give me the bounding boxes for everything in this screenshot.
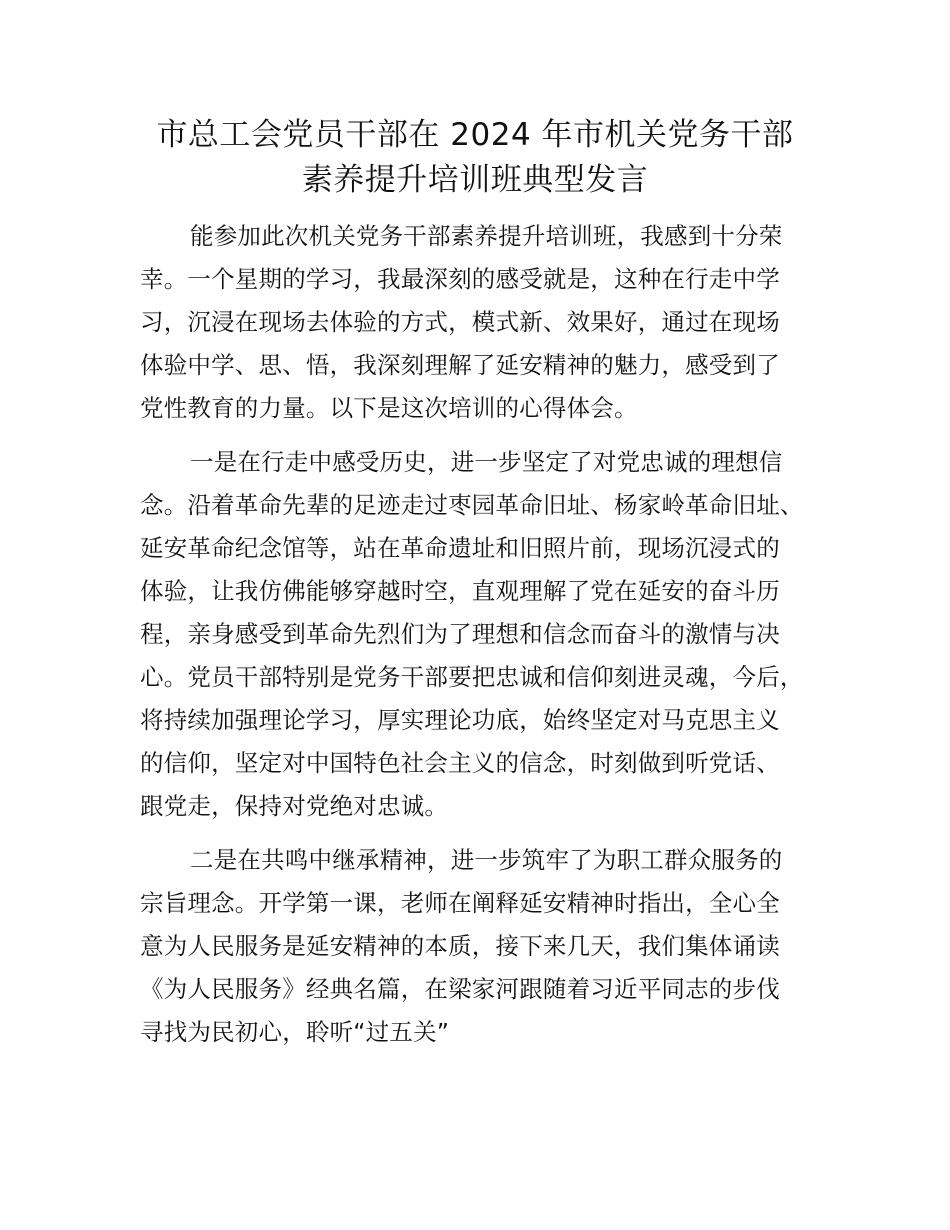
paragraph-line: 寻找为民初心，聆听“过五关” bbox=[140, 1018, 450, 1046]
paragraph-line: 延安革命纪念馆等，站在革命遗址和旧照片前，现场沉浸式的 bbox=[140, 534, 780, 562]
document-title-line-2: 素养提升培训班典型发言 bbox=[301, 162, 649, 198]
paragraph-line: 宗旨理念。开学第一课，老师在阐释延安精神时指出，全心全 bbox=[140, 889, 780, 917]
paragraph-line: 二是在共鸣中继承精神，进一步筑牢了为职工群众服务的 bbox=[190, 846, 783, 874]
paragraph-line: 体验，让我仿佛能够穿越时空，直观理解了党在延安的奋斗历 bbox=[140, 577, 780, 605]
paragraph-line: 将持续加强理论学习，厚实理论功底，始终坚定对马克思主义 bbox=[140, 706, 780, 734]
paragraph-line: 习，沉浸在现场去体验的方式，模式新、效果好，通过在现场 bbox=[140, 308, 780, 336]
paragraph-line: 心。党员干部特别是党务干部要把忠诚和信仰刻进灵魂，今后， bbox=[140, 663, 804, 691]
paragraph-line: 跟党走，保持对党绝对忠诚。 bbox=[140, 792, 449, 820]
paragraph-line: 的信仰，坚定对中国特色社会主义的信念，时刻做到听党话、 bbox=[140, 749, 780, 777]
paragraph-line: 能参加此次机关党务干部素养提升培训班，我感到十分荣 bbox=[190, 222, 783, 250]
paragraph-line: 体验中学、思、悟，我深刻理解了延安精神的魅力，感受到了 bbox=[140, 351, 780, 379]
paragraph-line: 一是在行走中感受历史，进一步坚定了对党忠诚的理想信 bbox=[190, 448, 783, 476]
paragraph-line: 意为人民服务是延安精神的本质，接下来几天，我们集体诵读 bbox=[140, 932, 780, 960]
paragraph-line: 党性教育的力量。以下是这次培训的心得体会。 bbox=[140, 394, 638, 422]
paragraph-line: 《为人民服务》经典名篇，在梁家河跟随着习近平同志的步伐 bbox=[140, 975, 780, 1003]
document-title-line-1: 市总工会党员干部在 2024 年市机关党务干部 bbox=[156, 117, 794, 153]
paragraph-line: 程，亲身感受到革命先烈们为了理想和信念而奋斗的激情与决 bbox=[140, 620, 780, 648]
paragraph-line: 幸。一个星期的学习，我最深刻的感受就是，这种在行走中学 bbox=[140, 265, 780, 293]
paragraph-line: 念。沿着革命先辈的足迹走过枣园革命旧址、杨家岭革命旧址、 bbox=[140, 491, 804, 519]
